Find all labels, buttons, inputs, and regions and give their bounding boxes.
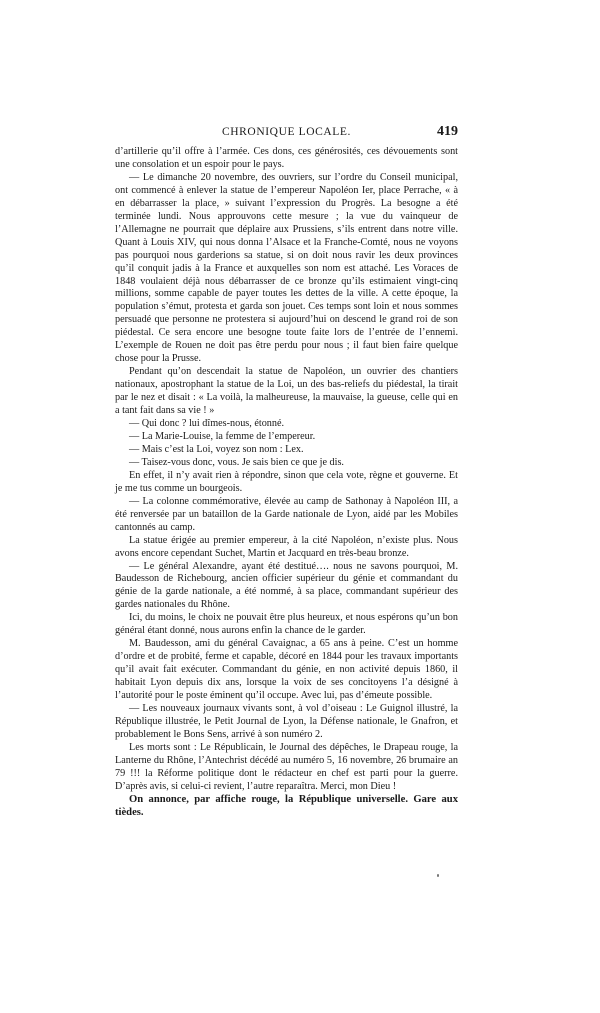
dialogue-line-1: — Qui donc ? lui dîmes-nous, étonné. bbox=[129, 418, 285, 430]
page-number: 419 bbox=[437, 124, 458, 139]
paragraph-3: Pendant qu’on descendait la statue de Napoléon, un ouvrier des chantiers nationaux, apostrophant la statue de la Loi, un des bas-reliefs du piédestal, la tirait par le nez et disait : « La voilà, la malheureuse, la mauvaise, la gueuse, celle qui en a tant fait dans sa vie ! » bbox=[115, 366, 458, 417]
print-speck bbox=[437, 874, 439, 877]
paragraph-6: La statue érigée au premier empereur, à la cité Napoléon, n’existe plus. Nous avons encore cependant Suchet, Martin et Jacquard en très-beau bronze. bbox=[115, 534, 458, 559]
running-title: CHRONIQUE LOCALE. bbox=[221, 126, 352, 138]
paragraph-9: M. Baudesson, ami du général Cavaignac, a 65 ans à peine. C’est un homme d’ordre et de probité, ferme et capable, décoré en 1844 pour les travaux importants qu’il avait fait exécuter. Commandant du génie, en non activité depuis 1860, il habitait Lyon depuis dix ans, lorsque la voix de ses concitoyens l’a désigné à l’autorité pour le poste éminent qu’il occupe. Avec lui, pas d’émeute possible. bbox=[115, 638, 458, 702]
paragraph-7: — Le général Alexandre, ayant été destitué…. nous ne savons pourquoi, M. Baudesson de Richebourg, ancien officier supérieur du génie et commandant du génie de la garde nationale, a été nommé, à sa place, commandant supérieur des gardes nationales du Rhône. bbox=[115, 560, 458, 611]
page-header bbox=[115, 124, 458, 142]
paragraph-4: En effet, il n’y avait rien à répondre, sinon que cela vote, règne et gouverne. Et je me tus comme un bourgeois. bbox=[115, 469, 458, 494]
paragraph-8: Ici, du moins, le choix ne pouvait être plus heureux, et nous espérons qu’un bon général étant donné, nous aurons enfin la chance de le garder. bbox=[115, 612, 458, 637]
paragraph-10: — Les nouveaux journaux vivants sont, à vol d’oiseau : Le Guignol illustré, la République illustrée, le Petit Journal de Lyon, la Défense nationale, le Gnafron, et probablement le Bons Sens, arrivé à son numéro 2. bbox=[115, 702, 458, 740]
article-body bbox=[115, 146, 458, 820]
paragraph-11: Les morts sont : Le Républicain, le Journal des dépêches, le Drapeau rouge, la Lanterne du Rhône, l’Antechrist décédé au numéro 5, 16 novembre, 26 brumaire an 79 !!! la Réforme politique dont le rédacteur en chef est parti pour la guerre. D’après avis, si celui-ci revient, l’autre reparaîtra. Merci, mon Dieu ! bbox=[115, 741, 458, 792]
dialogue-line-4: — Taisez-vous donc, vous. Je sais bien ce que je dis. bbox=[129, 456, 344, 468]
dialogue-line-3: — Mais c’est la Loi, voyez son nom : Lex. bbox=[129, 443, 304, 455]
paragraph-5: — La colonne commémorative, élevée au camp de Sathonay à Napoléon III, a été renversée par un bataillon de la Garde nationale de Lyon, aidé par les Mobiles cantonnés au camp. bbox=[115, 495, 458, 533]
dialogue-line-2: — La Marie-Louise, la femme de l’empereur. bbox=[129, 430, 316, 442]
paragraph-2: — Le dimanche 20 novembre, des ouvriers, sur l’ordre du Conseil municipal, ont commencé à enlever la statue de l’empereur Napoléon Ier, place Perrache, « à en débarrasser la place, » suivant l’expression du Progrès. La besogne a été terminée lundi. Nous approuvons cette mesure ; la vue du vainqueur de l’Allemagne ne pourrait que déplaire aux Prussiens, s’ils entrent dans notre ville. Quant à Louis XIV, qui nous donna l’Alsace et la Franche-Comté, nous ne voyons pas pourquoi nous garderions sa statue, si on doit nous ravir les deux provinces qu’il conquit jadis à la France et auxquelles son nom est attaché. Les Voraces de 1848 voulaient déjà nous débarrasser de ce bronze qu’ils estimaient vingt-cinq millions, somme capable de payer toutes les dettes de la ville. A cette époque, la population s’émut, protesta et garda son jouet. Ces temps sont loin et nous sommes persuadé que personne ne protestera si aujourd’hui on descend le grand roi de son piédestal. Ce sera encore une besogne toute faite lors de l’entrée de l’ennemi. L’exemple de Rouen ne doit pas être perdu pour nous ; il faut bien faire quelque chose pour la Prusse. bbox=[115, 171, 458, 365]
paragraph-12: On annonce, par affiche rouge, la République universelle. Gare aux tièdes. bbox=[115, 793, 458, 818]
paragraph-1: d’artillerie qu’il offre à l’armée. Ces dons, ces générosités, ces dévouements sont une consolation et un espoir pour le pays. bbox=[115, 146, 458, 170]
